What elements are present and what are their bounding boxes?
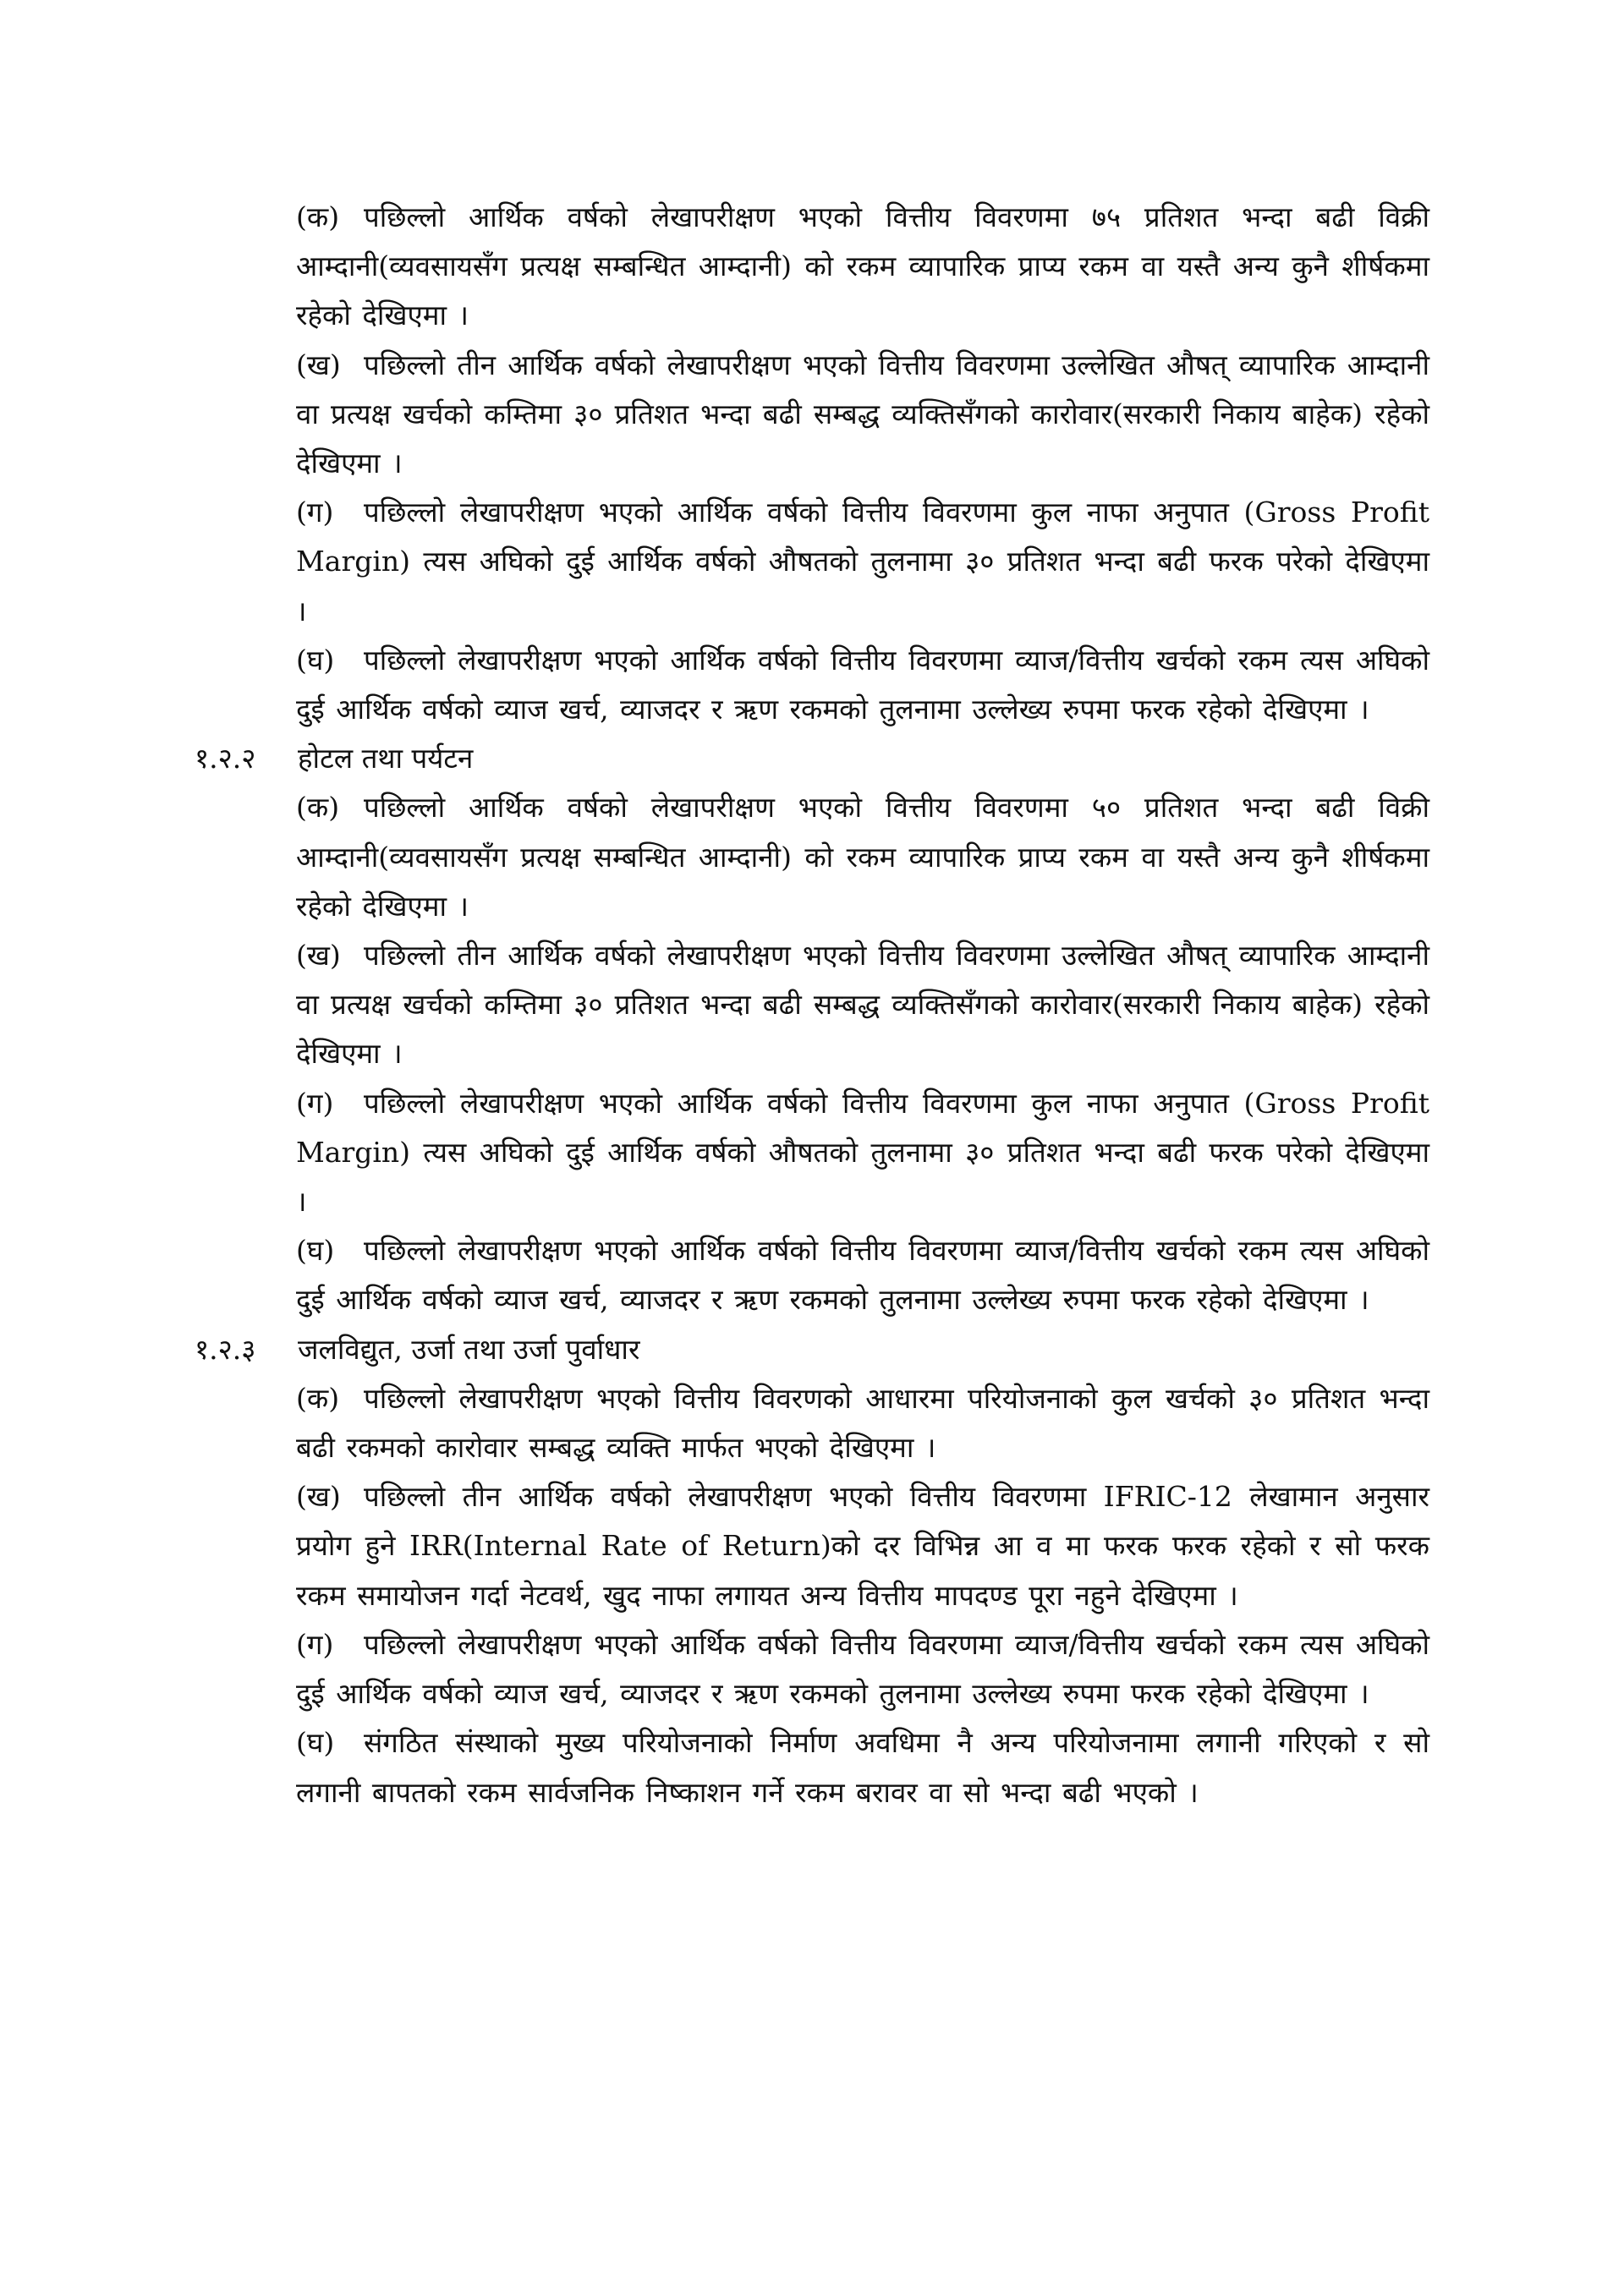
item-label: (ग) [296, 496, 334, 529]
item-label: (ग) [296, 1086, 334, 1120]
item-text: पछिल्लो लेखापरीक्षण भएको आर्थिक वर्षको वित्तीय विवरणमा व्याज/वित्तीय खर्चको रकम त्यस अघिको दुई आर्थिक वर्षको व्याज खर्च, व्याजदर र ऋण रकमको तुलनामा उल्लेख्य रुपमा फरक रहेको देखिएमा । [296, 643, 1429, 726]
section-heading-hotel-tourism [195, 734, 1429, 783]
item-1-2-3-gha [296, 1718, 1429, 1817]
item-text: पछिल्लो तीन आर्थिक वर्षको लेखापरीक्षण भएको वित्तीय विवरणमा IFRIC-12 लेखामान अनुसार प्रयोग हुने IRR(Internal Rate of Return)को दर विभिन्न आ व मा फरक फरक रहेको र सो फरक रकम समायोजन गर्दा नेटवर्थ, खुद नाफा लगायत अन्य वित्तीय मापदण्ड पूरा नहुने देखिएमा । [296, 1480, 1429, 1612]
item-label: (क) [296, 200, 340, 233]
section-number: १.२.२ [195, 742, 256, 775]
section-title: होटल तथा पर्यटन [298, 742, 474, 775]
item-label: (ग) [296, 1627, 334, 1661]
item-label: (क) [296, 791, 340, 825]
item-1-1-ka [296, 193, 1429, 341]
section-heading-hydropower-energy [195, 1325, 1429, 1374]
item-1-2-3-ka [296, 1374, 1429, 1472]
item-label: (ख) [296, 1480, 341, 1514]
section-title: जलविद्युत, उर्जा तथा उर्जा पुर्वाधार [298, 1332, 640, 1366]
item-label: (घ) [296, 1726, 335, 1760]
item-label: (घ) [296, 643, 335, 677]
item-1-1-kha [296, 341, 1429, 489]
item-1-2-2-gha [296, 1226, 1429, 1324]
item-label: (घ) [296, 1234, 335, 1268]
item-text: पछिल्लो लेखापरीक्षण भएको आर्थिक वर्षको वित्तीय विवरणमा व्याज/वित्तीय खर्चको रकम त्यस अघिको दुई आर्थिक वर्षको व्याज खर्च, व्याजदर र ऋण रकमको तुलनामा उल्लेख्य रुपमा फरक रहेको देखिएमा । [296, 1627, 1429, 1711]
item-text: पछिल्लो लेखापरीक्षण भएको आर्थिक वर्षको वित्तीय विवरणमा व्याज/वित्तीय खर्चको रकम त्यस अघिको दुई आर्थिक वर्षको व्याज खर्च, व्याजदर र ऋण रकमको तुलनामा उल्लेख्य रुपमा फरक रहेको देखिएमा । [296, 1234, 1429, 1317]
item-text: संगठित संस्थाको मुख्य परियोजनाको निर्माण अवधिमा नै अन्य परियोजनामा लगानी गरिएको र सो लगानी बापतको रकम सार्वजनिक निष्काशन गर्ने रकम बरावर वा सो भन्दा बढी भएको । [296, 1726, 1429, 1809]
item-1-2-2-ka [296, 783, 1429, 931]
item-1-2-2-ga [296, 1079, 1429, 1227]
item-text: पछिल्लो तीन आर्थिक वर्षको लेखापरीक्षण भएको वित्तीय विवरणमा उल्लेखित औषत् व्यापारिक आम्दानी वा प्रत्यक्ष खर्चको कम्तिमा ३० प्रतिशत भन्दा बढी सम्बद्ध व्यक्तिसँगको कारोवार(सरकारी निकाय बाहेक) रहेको देखिएमा । [296, 348, 1429, 480]
item-1-2-3-kha [296, 1472, 1429, 1620]
item-text: पछिल्लो आर्थिक वर्षको लेखापरीक्षण भएको वित्तीय विवरणमा ५० प्रतिशत भन्दा बढी विक्री आम्दानी(व्यवसायसँग प्रत्यक्ष सम्बन्धित आम्दानी) को रकम व्यापारिक प्राप्य रकम वा यस्तै अन्य कुनै शीर्षकमा रहेको देखिएमा । [296, 791, 1429, 923]
item-1-2-3-ga [296, 1620, 1429, 1718]
item-text: पछिल्लो आर्थिक वर्षको लेखापरीक्षण भएको वित्तीय विवरणमा ७५ प्रतिशत भन्दा बढी विक्री आम्दानी(व्यवसायसँग प्रत्यक्ष सम्बन्धित आम्दानी) को रकम व्यापारिक प्राप्य रकम वा यस्तै अन्य कुनै शीर्षकमा रहेको देखिएमा । [296, 200, 1429, 332]
item-1-2-2-kha [296, 931, 1429, 1079]
item-text: पछिल्लो तीन आर्थिक वर्षको लेखापरीक्षण भएको वित्तीय विवरणमा उल्लेखित औषत् व्यापारिक आम्दानी वा प्रत्यक्ष खर्चको कम्तिमा ३० प्रतिशत भन्दा बढी सम्बद्ध व्यक्तिसँगको कारोवार(सरकारी निकाय बाहेक) रहेको देखिएमा । [296, 939, 1429, 1071]
item-label: (क) [296, 1381, 340, 1415]
item-text: पछिल्लो लेखापरीक्षण भएको आर्थिक वर्षको वित्तीय विवरणमा कुल नाफा अनुपात (Gross Profit Margin) त्यस अघिको दुई आर्थिक वर्षको औषतको तुलनामा ३० प्रतिशत भन्दा बढी फरक परेको देखिएमा । [296, 496, 1429, 627]
item-label: (ख) [296, 939, 341, 973]
item-text: पछिल्लो लेखापरीक्षण भएको वित्तीय विवरणको आधारमा परियोजनाको कुल खर्चको ३० प्रतिशत भन्दा बढी रकमको कारोवार सम्बद्ध व्यक्ति मार्फत भएको देखिएमा । [296, 1381, 1429, 1465]
item-text: पछिल्लो लेखापरीक्षण भएको आर्थिक वर्षको वित्तीय विवरणमा कुल नाफा अनुपात (Gross Profit Margin) त्यस अघिको दुई आर्थिक वर्षको औषतको तुलनामा ३० प्रतिशत भन्दा बढी फरक परेको देखिएमा । [296, 1086, 1429, 1219]
section-number: १.२.३ [195, 1332, 256, 1366]
item-1-1-ga [296, 488, 1429, 636]
item-label: (ख) [296, 348, 341, 381]
item-1-1-gha [296, 636, 1429, 734]
